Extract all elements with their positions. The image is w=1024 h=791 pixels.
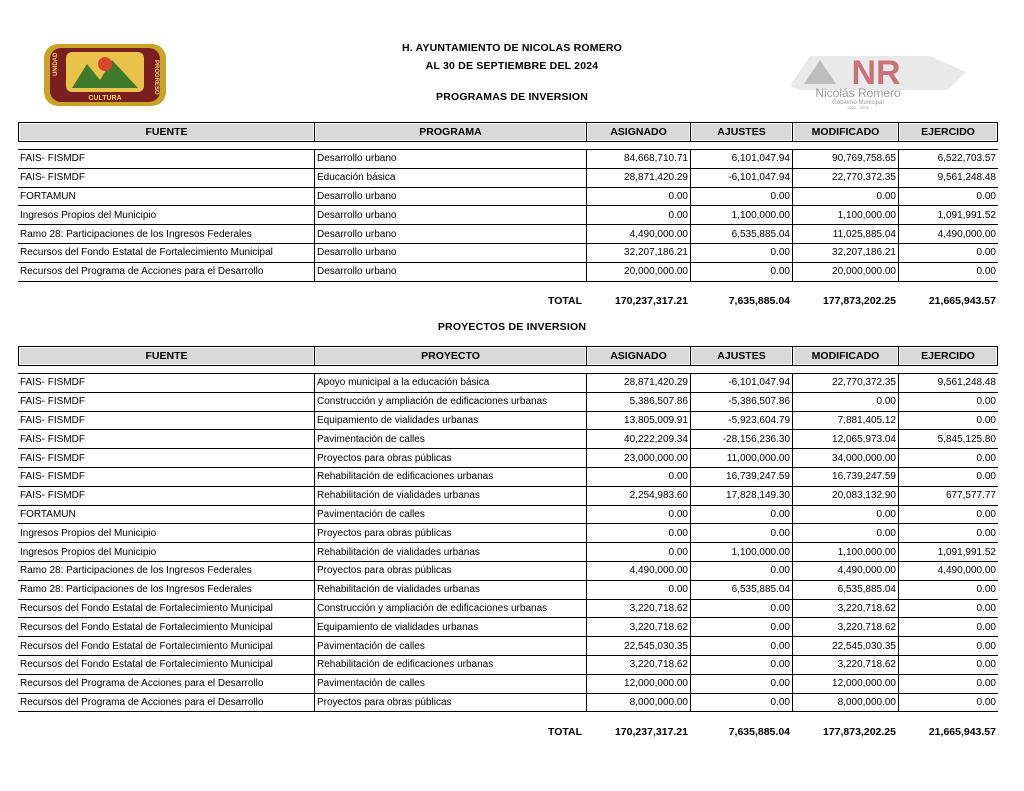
table-row <box>18 412 998 431</box>
modificado-cell: 1,100,000.00 <box>792 543 898 562</box>
modificado-cell: 8,000,000.00 <box>792 694 898 713</box>
programa-cell: Proyectos para obras públicas <box>314 449 586 468</box>
table-row <box>18 206 998 225</box>
ejercido-cell: 6,522,703.57 <box>898 149 998 169</box>
column-header: FUENTE <box>18 346 314 366</box>
ejercido-cell: 4,490,000.00 <box>898 562 998 581</box>
table-row <box>18 393 998 412</box>
programa-cell: Rehabilitación de vialidades urbanas <box>314 487 586 506</box>
asignado-cell: 8,000,000.00 <box>586 694 690 713</box>
programa-cell: Equipamiento de vialidades urbanas <box>314 412 586 431</box>
programa-cell: Desarrollo urbano <box>314 206 586 225</box>
asignado-cell: 0.00 <box>586 506 690 525</box>
column-header: AJUSTES <box>690 346 792 366</box>
ajustes-cell: 0.00 <box>690 675 792 694</box>
column-header: MODIFICADO <box>792 122 898 142</box>
programa-cell: Construcción y ampliación de edificaciones urbanas <box>314 393 586 412</box>
ajustes-cell: 0.00 <box>690 244 792 263</box>
programa-cell: Rehabilitación de edificaciones urbanas <box>314 656 586 675</box>
ajustes-cell: -5,386,507.86 <box>690 393 792 412</box>
table-row <box>18 618 998 637</box>
ejercido-cell: 1,091,991.52 <box>898 206 998 225</box>
ajustes-cell: -6,101,047.94 <box>690 169 792 188</box>
svg-text:Gobierno Municipal: Gobierno Municipal <box>832 100 884 106</box>
programa-cell: Equipamiento de vialidades urbanas <box>314 618 586 637</box>
asignado-cell: 0.00 <box>586 524 690 543</box>
programa-cell: Pavimentación de calles <box>314 430 586 449</box>
ejercido-cell: 0.00 <box>898 581 998 600</box>
programa-cell: Educación básica <box>314 169 586 188</box>
modificado-cell: 0.00 <box>792 188 898 207</box>
modificado-cell: 3,220,718.62 <box>792 618 898 637</box>
modificado-cell: 0.00 <box>792 393 898 412</box>
modificado-cell: 90,769,758.65 <box>792 149 898 169</box>
programa-cell: Desarrollo urbano <box>314 244 586 263</box>
asignado-cell: 3,220,718.62 <box>586 656 690 675</box>
table-row <box>18 430 998 449</box>
column-header: ASIGNADO <box>586 122 690 142</box>
ajustes-cell: -5,923,604.79 <box>690 412 792 431</box>
ejercido-cell: 5,845,125.80 <box>898 430 998 449</box>
fuente-cell: Recursos del Fondo Estatal de Fortalecimiento Municipal <box>18 244 314 263</box>
ejercido-cell: 0.00 <box>898 412 998 431</box>
proyectos-table-body <box>18 366 998 712</box>
fuente-cell: Ramo 28: Participaciones de los Ingresos Federales <box>18 581 314 600</box>
asignado-cell: 0.00 <box>586 581 690 600</box>
fuente-cell: Ingresos Propios del Municipio <box>18 206 314 225</box>
ajustes-cell: 16,739,247.59 <box>690 468 792 487</box>
asignado-cell: 2,254,983.60 <box>586 487 690 506</box>
fuente-cell: Recursos del Programa de Acciones para el Desarrollo <box>18 694 314 713</box>
table-row <box>18 562 998 581</box>
programa-cell: Pavimentación de calles <box>314 506 586 525</box>
svg-text:Nicolás Romero: Nicolás Romero <box>815 86 901 100</box>
ajustes-cell: 0.00 <box>690 694 792 713</box>
ejercido-cell: 0.00 <box>898 600 998 619</box>
modificado-cell: 22,770,372.35 <box>792 373 898 393</box>
ajustes-cell: 6,101,047.94 <box>690 149 792 169</box>
table-row <box>18 188 998 207</box>
fuente-cell: Ingresos Propios del Municipio <box>18 543 314 562</box>
programa-cell: Construcción y ampliación de edificaciones urbanas <box>314 600 586 619</box>
ejercido-cell: 0.00 <box>898 263 998 282</box>
asignado-cell: 0.00 <box>586 188 690 207</box>
programas-table <box>18 122 998 282</box>
total-asignado: 170,237,317.21 <box>615 726 688 738</box>
total-modificado: 177,873,202.25 <box>823 726 896 738</box>
total-label: TOTAL <box>547 726 582 738</box>
proyectos-total-row <box>18 726 998 742</box>
column-header: EJERCIDO <box>898 122 998 142</box>
fuente-cell: FAIS- FISMDF <box>18 373 314 393</box>
ajustes-cell: 6,535,885.04 <box>690 225 792 244</box>
column-header: EJERCIDO <box>898 346 998 366</box>
table-row <box>18 169 998 188</box>
fuente-cell: Recursos del Fondo Estatal de Fortalecimiento Municipal <box>18 600 314 619</box>
ejercido-cell: 0.00 <box>898 675 998 694</box>
modificado-cell: 12,000,000.00 <box>792 675 898 694</box>
fuente-cell: Recursos del Programa de Acciones para el Desarrollo <box>18 675 314 694</box>
modificado-cell: 1,100,000.00 <box>792 206 898 225</box>
programa-cell: Proyectos para obras públicas <box>314 524 586 543</box>
ejercido-cell: 0.00 <box>898 694 998 713</box>
table-row <box>18 656 998 675</box>
asignado-cell: 22,545,030.35 <box>586 637 690 656</box>
ajustes-cell: 1,100,000.00 <box>690 543 792 562</box>
modificado-cell: 22,770,372.35 <box>792 169 898 188</box>
modificado-cell: 20,083,132.90 <box>792 487 898 506</box>
fuente-cell: Recursos del Programa de Acciones para el Desarrollo <box>18 263 314 282</box>
table-row <box>18 524 998 543</box>
programas-total-row <box>18 295 998 311</box>
fuente-cell: FAIS- FISMDF <box>18 393 314 412</box>
ejercido-cell: 4,490,000.00 <box>898 225 998 244</box>
total-ajustes: 7,635,885.04 <box>728 295 790 307</box>
column-header: AJUSTES <box>690 122 792 142</box>
total-modificado: 177,873,202.25 <box>823 295 896 307</box>
fuente-cell: FAIS- FISMDF <box>18 149 314 169</box>
svg-text:NR: NR <box>851 54 901 92</box>
fuente-cell: Ramo 28: Participaciones de los Ingresos Federales <box>18 562 314 581</box>
asignado-cell: 12,000,000.00 <box>586 675 690 694</box>
column-header: PROGRAMA <box>314 122 586 142</box>
column-header: ASIGNADO <box>586 346 690 366</box>
svg-text:PROGRESO: PROGRESO <box>153 60 159 95</box>
modificado-cell: 3,220,718.62 <box>792 600 898 619</box>
programa-cell: Proyectos para obras públicas <box>314 562 586 581</box>
fuente-cell: FORTAMUN <box>18 506 314 525</box>
total-ejercido: 21,665,943.57 <box>928 295 996 307</box>
ajustes-cell: 11,000,000.00 <box>690 449 792 468</box>
table-row <box>18 487 998 506</box>
modificado-cell: 0.00 <box>792 506 898 525</box>
fuente-cell: FAIS- FISMDF <box>18 468 314 487</box>
asignado-cell: 0.00 <box>586 206 690 225</box>
programa-cell: Pavimentación de calles <box>314 637 586 656</box>
ajustes-cell: 0.00 <box>690 263 792 282</box>
ejercido-cell: 0.00 <box>898 524 998 543</box>
programa-cell: Desarrollo urbano <box>314 263 586 282</box>
table-row <box>18 694 998 713</box>
ajustes-cell: 0.00 <box>690 524 792 543</box>
table-row <box>18 506 998 525</box>
programa-cell: Apoyo municipal a la educación básica <box>314 373 586 393</box>
report-date: AL 30 DE SEPTIEMBRE DEL 2024 <box>425 60 599 72</box>
proyectos-table <box>18 346 998 712</box>
ejercido-cell: 0.00 <box>898 393 998 412</box>
column-header: FUENTE <box>18 122 314 142</box>
programa-cell: Desarrollo urbano <box>314 225 586 244</box>
ejercido-cell: 0.00 <box>898 188 998 207</box>
fuente-cell: FAIS- FISMDF <box>18 169 314 188</box>
ejercido-cell: 9,561,248.48 <box>898 373 998 393</box>
programa-cell: Rehabilitación de edificaciones urbanas <box>314 468 586 487</box>
ajustes-cell: -28,156,236.30 <box>690 430 792 449</box>
asignado-cell: 3,220,718.62 <box>586 600 690 619</box>
ejercido-cell: 9,561,248.48 <box>898 169 998 188</box>
modificado-cell: 3,220,718.62 <box>792 656 898 675</box>
total-asignado: 170,237,317.21 <box>615 295 688 307</box>
fuente-cell: Recursos del Fondo Estatal de Fortalecimiento Municipal <box>18 656 314 675</box>
ajustes-cell: 0.00 <box>690 600 792 619</box>
modificado-cell: 22,545,030.35 <box>792 637 898 656</box>
asignado-cell: 4,490,000.00 <box>586 562 690 581</box>
asignado-cell: 5,386,507.86 <box>586 393 690 412</box>
asignado-cell: 0.00 <box>586 543 690 562</box>
asignado-cell: 28,871,420.29 <box>586 169 690 188</box>
asignado-cell: 28,871,420.29 <box>586 373 690 393</box>
svg-text:CULTURA: CULTURA <box>88 95 122 102</box>
modificado-cell: 4,490,000.00 <box>792 562 898 581</box>
asignado-cell: 20,000,000.00 <box>586 263 690 282</box>
modificado-cell: 34,000,000.00 <box>792 449 898 468</box>
modificado-cell: 6,535,885.04 <box>792 581 898 600</box>
ajustes-cell: 0.00 <box>690 506 792 525</box>
ajustes-cell: 0.00 <box>690 656 792 675</box>
asignado-cell: 13,805,009.91 <box>586 412 690 431</box>
table-row <box>18 225 998 244</box>
svg-text:2022 - 2024: 2022 - 2024 <box>847 105 869 110</box>
proyectos-section-title: PROYECTOS DE INVERSION <box>437 321 587 333</box>
ajustes-cell: 0.00 <box>690 618 792 637</box>
ejercido-cell: 0.00 <box>898 618 998 637</box>
ajustes-cell: 0.00 <box>690 188 792 207</box>
asignado-cell: 3,220,718.62 <box>586 618 690 637</box>
programa-cell: Desarrollo urbano <box>314 188 586 207</box>
fuente-cell: FAIS- FISMDF <box>18 412 314 431</box>
programas-table-body <box>18 142 998 282</box>
ajustes-cell: 0.00 <box>690 637 792 656</box>
asignado-cell: 23,000,000.00 <box>586 449 690 468</box>
asignado-cell: 40,222,209.34 <box>586 430 690 449</box>
ajustes-cell: 0.00 <box>690 562 792 581</box>
asignado-cell: 0.00 <box>586 468 690 487</box>
ejercido-cell: 0.00 <box>898 506 998 525</box>
table-row <box>18 263 998 282</box>
programa-cell: Proyectos para obras públicas <box>314 694 586 713</box>
fuente-cell: Recursos del Fondo Estatal de Fortalecimiento Municipal <box>18 618 314 637</box>
entity-title: H. AYUNTAMIENTO DE NICOLAS ROMERO <box>401 42 623 54</box>
fuente-cell: FAIS- FISMDF <box>18 430 314 449</box>
fuente-cell: FAIS- FISMDF <box>18 449 314 468</box>
asignado-cell: 84,668,710.71 <box>586 149 690 169</box>
modificado-cell: 11,025,885.04 <box>792 225 898 244</box>
modificado-cell: 20,000,000.00 <box>792 263 898 282</box>
table-row <box>18 468 998 487</box>
table-row <box>18 581 998 600</box>
svg-text:UNIDAD: UNIDAD <box>53 52 59 76</box>
fuente-cell: FORTAMUN <box>18 188 314 207</box>
modificado-cell: 7,881,405.12 <box>792 412 898 431</box>
table-row <box>18 449 998 468</box>
ejercido-cell: 0.00 <box>898 637 998 656</box>
programa-cell: Desarrollo urbano <box>314 149 586 169</box>
fuente-cell: Recursos del Fondo Estatal de Fortalecimiento Municipal <box>18 637 314 656</box>
fuente-cell: Ingresos Propios del Municipio <box>18 524 314 543</box>
programa-cell: Rehabilitación de vialidades urbanas <box>314 581 586 600</box>
total-ajustes: 7,635,885.04 <box>728 726 790 738</box>
column-header: MODIFICADO <box>792 346 898 366</box>
ajustes-cell: 17,828,149.30 <box>690 487 792 506</box>
ajustes-cell: 1,100,000.00 <box>690 206 792 225</box>
table-row <box>18 543 998 562</box>
ejercido-cell: 677,577.77 <box>898 487 998 506</box>
table-row <box>18 600 998 619</box>
total-ejercido: 21,665,943.57 <box>928 726 996 738</box>
table-row <box>18 149 998 169</box>
table-header-row <box>18 346 998 366</box>
ejercido-cell: 0.00 <box>898 449 998 468</box>
total-label: TOTAL <box>547 295 582 307</box>
table-row <box>18 675 998 694</box>
table-header-row <box>18 122 998 142</box>
modificado-cell: 0.00 <box>792 524 898 543</box>
ejercido-cell: 0.00 <box>898 244 998 263</box>
nicolas-romero-government-logo <box>780 50 972 110</box>
column-header: PROYECTO <box>314 346 586 366</box>
fuente-cell: FAIS- FISMDF <box>18 487 314 506</box>
programa-cell: Pavimentación de calles <box>314 675 586 694</box>
table-row <box>18 244 998 263</box>
ejercido-cell: 0.00 <box>898 656 998 675</box>
ejercido-cell: 0.00 <box>898 468 998 487</box>
ajustes-cell: 6,535,885.04 <box>690 581 792 600</box>
ajustes-cell: -6,101,047.94 <box>690 373 792 393</box>
modificado-cell: 32,207,186.21 <box>792 244 898 263</box>
table-row <box>18 637 998 656</box>
asignado-cell: 4,490,000.00 <box>586 225 690 244</box>
asignado-cell: 32,207,186.21 <box>586 244 690 263</box>
modificado-cell: 12,065,973.04 <box>792 430 898 449</box>
programa-cell: Rehabilitación de vialidades urbanas <box>314 543 586 562</box>
fuente-cell: Ramo 28: Participaciones de los Ingresos Federales <box>18 225 314 244</box>
modificado-cell: 16,739,247.59 <box>792 468 898 487</box>
ejercido-cell: 1,091,991.52 <box>898 543 998 562</box>
table-row <box>18 373 998 393</box>
programas-section-title: PROGRAMAS DE INVERSION <box>436 91 588 103</box>
